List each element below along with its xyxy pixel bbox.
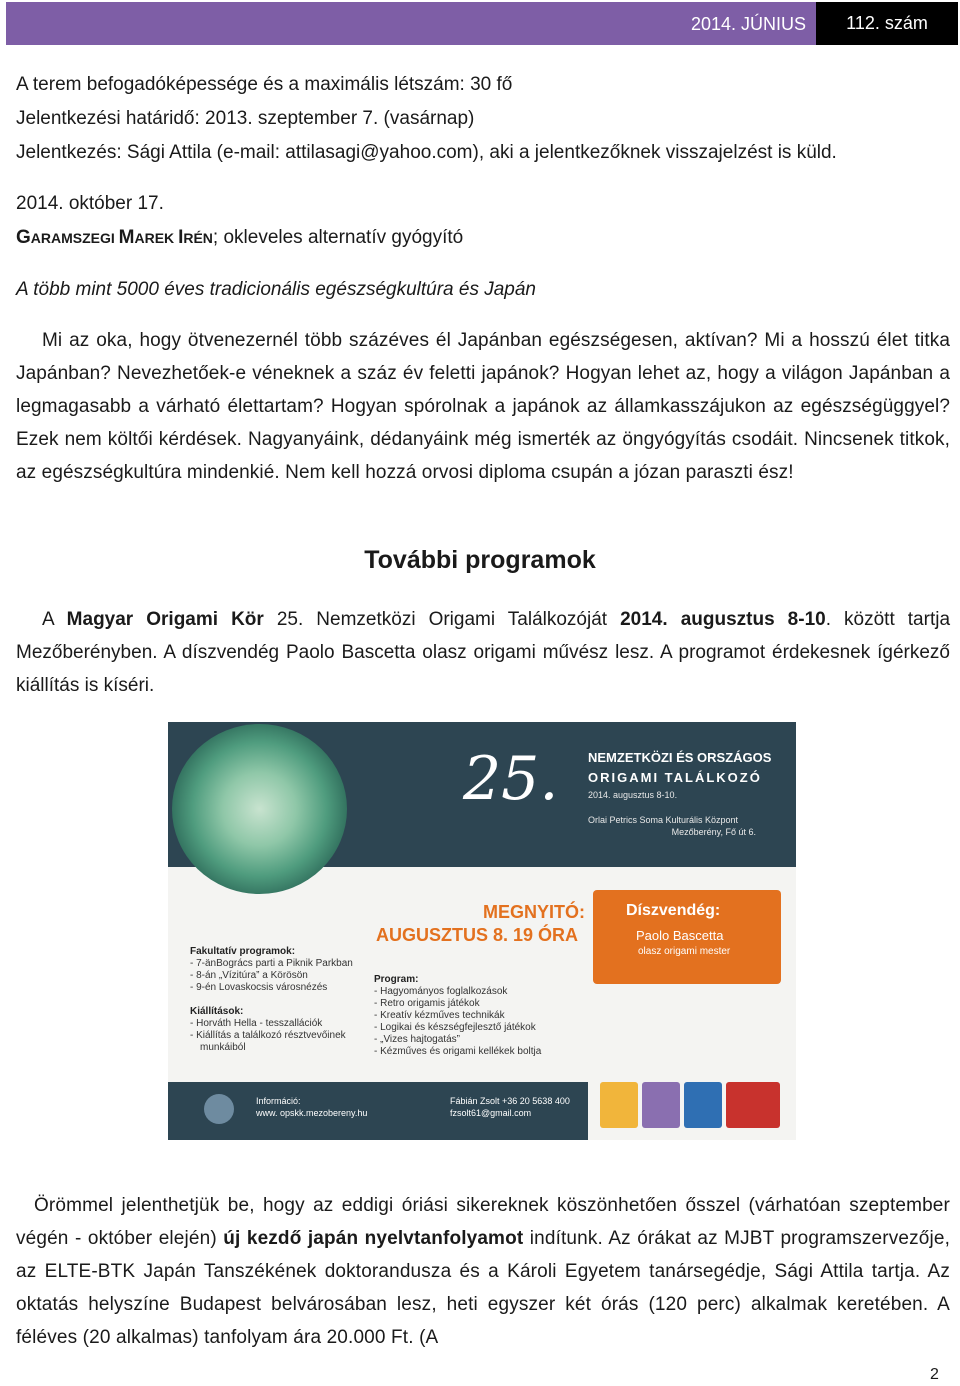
poster-title-1: NEMZETKÖZI ÉS ORSZÁGOS [588, 750, 772, 765]
poster-info-band [168, 1082, 588, 1140]
section-heading: További programok [364, 546, 596, 574]
lecture-description: Mi az oka, hogy ötvenezernél több százéves él Japánban egészségesen, aktívan? Mi a hosszú élet titka Japánban? Nevezhetőek-e véneknek a száz év feletti japánok? Hogyan lehet az, hogy a világon Japánban a legmagasabb a várható élettartam? Hogyan spórolnak a japánok az államkasszájukon az egészségüggyel? Ezek nem költői kérdések. Nagyanyáink, dédanyáink még ismerték az öngyógyítás csodáit. Nincsenek titkok, az egészségkultúra mindenkié. Nem kell hozzá orvosi diploma csupán a józan paraszti ész! [16, 330, 950, 483]
guest-name: Paolo Bascetta [636, 928, 724, 943]
capacity-line: A terem befogadóképessége és a maximális létszám: 30 fő [16, 74, 513, 95]
coat-of-arms-icon [684, 1082, 722, 1128]
poster-opening-label: MEGNYITÓ: [483, 902, 585, 922]
program-list: Program: - Hagyományos foglalkozások - Retro origamis játékok - Kreatív kézműves technikák - Logikai és készségfejlesztő játékok - „Vizes hajtogatás” - Kézműves és origami kellékek boltja [374, 974, 542, 1057]
page-number: 2 [930, 1366, 939, 1383]
optional-programs: Fakultatív programok: - 7-änBogrács parti a Piknik Parkban - 8-án „Vízitúra” a Körösön - 9-én Lovaskocsis városnézés Kiállítások: - Horváth Hella - tesszallációk - Kiállítás a találkozó résztvevőinek munkáiból [190, 946, 353, 1053]
guest-description: olasz origami mester [638, 946, 731, 957]
issue-date: 2014. JÚNIUS [690, 14, 806, 34]
poster-venue-2: Mezőberény, Fő út 6. [671, 827, 756, 837]
origami-society-logo-icon [642, 1082, 680, 1128]
origami-kusudama-image [172, 724, 347, 894]
sponsor-logo-icon [600, 1082, 638, 1128]
poster-title-2: ORIGAMI TALÁLKOZÓ [588, 770, 762, 785]
poster-opening-time: AUGUSZTUS 8. 19 ÓRA [376, 925, 579, 945]
issue-number: 112. szám [816, 2, 958, 45]
course-paragraph: Örömmel jelenthetjük be, hogy az eddigi óriási sikereknek köszönhetően ősszel (várhatóan szeptember végén - október elején) új kezdő japán nyelvtanfolyamot indítunk. Az órákat az MJBT programszervezője, az ELTE-BTK Japán Tanszékének doktorandusza és a Károli Egyetem tanársegédje, Sági Attila tartja. Az oktatás helyszíne Budapest belvárosában lesz, heti egyszer két órás (120 perc) alkalmak keretében. A féléves (20 alkalmas) tanfolyam ára 20.000 Ft. (A [16, 1195, 950, 1348]
programs-paragraph: A Magyar Origami Kör 25. Nemzetközi Origami Találkozóját 2014. augusztus 8-10. között tartja Mezőberényben. A díszvendég Paolo Bascetta olasz origami művész lesz. A programot érdekesnek ígérkező kiállítás is kíséri. [16, 609, 951, 696]
opskk-logo-icon [204, 1094, 234, 1124]
registration-line: Jelentkezés: Sági Attila (e-mail: attilasagi@yahoo.com), aki a jelentkezőknek visszajelzést is küld. [16, 142, 837, 163]
contact-email: fzsolt61@gmail.com [450, 1108, 532, 1118]
info-label: Információ: [256, 1096, 301, 1106]
poster-number: 25. [463, 744, 559, 814]
speaker-line: GARAMSZEGI MAREK IRÉN; okleveles alternatív gyógyító [16, 227, 464, 248]
header-bar [6, 2, 816, 45]
origami-event-poster [168, 722, 796, 1140]
contact-phone: Fábián Zsolt +36 20 5638 400 [450, 1096, 570, 1106]
poster-dates: 2014. augusztus 8-10. [588, 790, 678, 800]
poster-venue-1: Orlai Petrics Soma Kulturális Központ [588, 815, 739, 825]
deadline-line: Jelentkezési határidő: 2013. szeptember 7. (vasárnap) [16, 108, 475, 129]
info-website: www. opskk.mezobereny.hu [256, 1108, 368, 1118]
guest-label: Díszvendég: [626, 902, 721, 919]
var-jatek-logo-icon [726, 1082, 780, 1128]
event-date: 2014. október 17. [16, 193, 164, 214]
lecture-title: A több mint 5000 éves tradicionális egészségkultúra és Japán [16, 279, 536, 300]
